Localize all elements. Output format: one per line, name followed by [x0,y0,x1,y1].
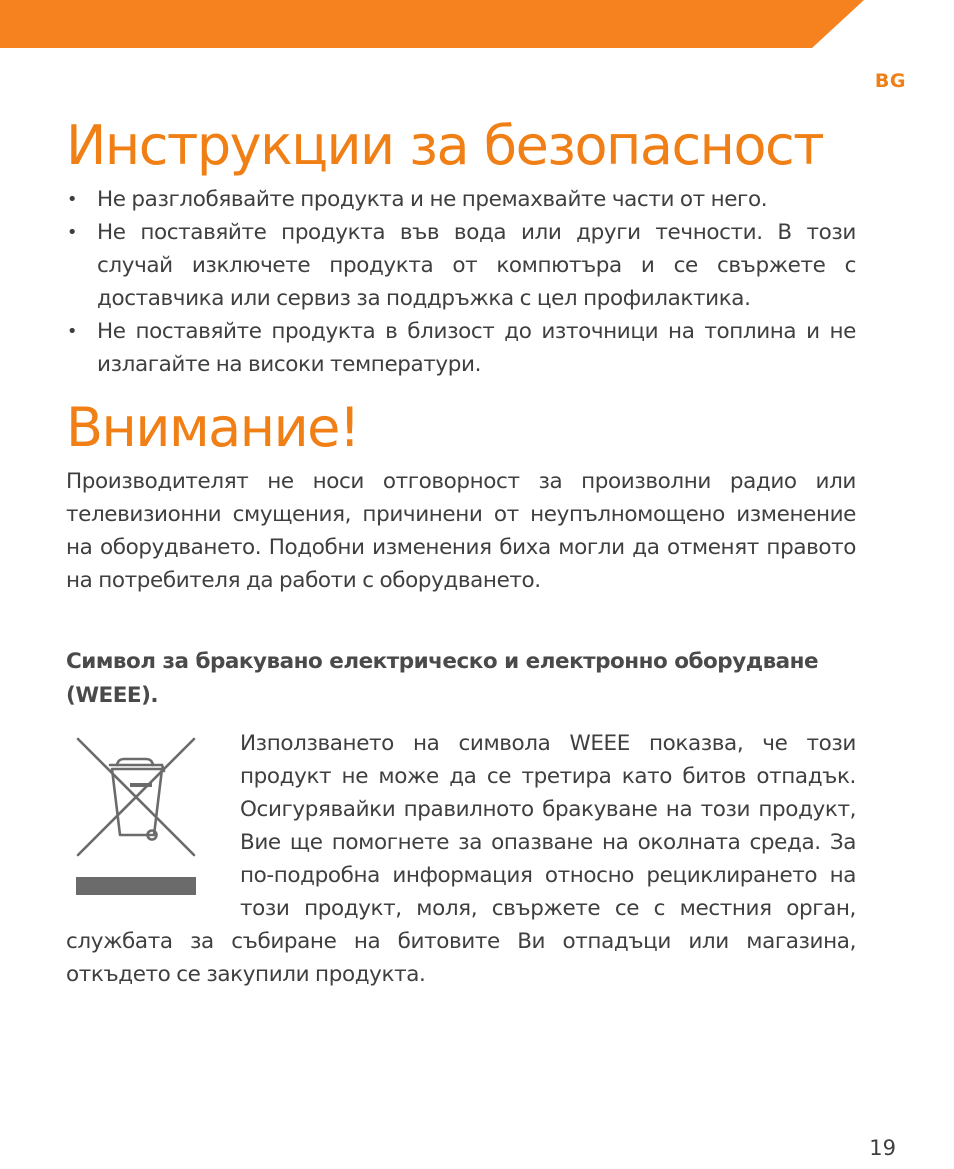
safety-bullet-list [66,183,856,381]
language-tag: BG [874,70,906,92]
weee-symbol [72,731,206,903]
safety-bullet-text: Не разглобявайте продукта и не премахвайте части от него. [97,187,768,212]
bullet-dot-icon: • [66,222,78,243]
safety-bullet-item [66,315,856,381]
attention-title: Внимание! [66,396,360,459]
weee-heading: Символ за бракувано електрическо и електронно оборудване (WEEE). [66,649,819,708]
safety-title: Инструкции за безопасност [66,114,824,177]
safety-bullet-item [66,183,856,216]
page-number: 19 [869,1136,896,1160]
weee-section [66,727,856,991]
bullet-dot-icon: • [66,321,78,342]
bullet-dot-icon: • [66,189,78,210]
weee-paragraph: Използването на символа WEEE показва, че този продукт не може да се третира като битов отпадък. Осигурявайки правилното бракуване на този продукт, Вие ще помогнете за опазване на околната среда. За по-подробна информация относно рециклирането на този продукт, моля, свържете се с местния орган, службата за събиране на битовите Ви отпадъци или магазина, откъдето се закупили продукта. [66,731,856,987]
header-band [0,0,864,48]
safety-bullet-text: Не поставяйте продукта във вода или други течности. В този случай изключете продукта от компютъра и се свържете с доставчика или сервиз за поддръжка с цел профилактика. [97,220,856,311]
crossed-out-wheelie-bin-icon [72,731,198,897]
safety-bullet-item [66,216,856,315]
safety-bullet-text: Не поставяйте продукта в близост до източници на топлина и не излагайте на високи температури. [97,319,856,377]
attention-paragraph: Производителят не носи отговорност за произволни радио или телевизионни смущения, причинени от неупълномощено изменение на оборудването. Подобни изменения биха могли да отменят правото на потребителя да работи с оборудването. [66,469,856,593]
